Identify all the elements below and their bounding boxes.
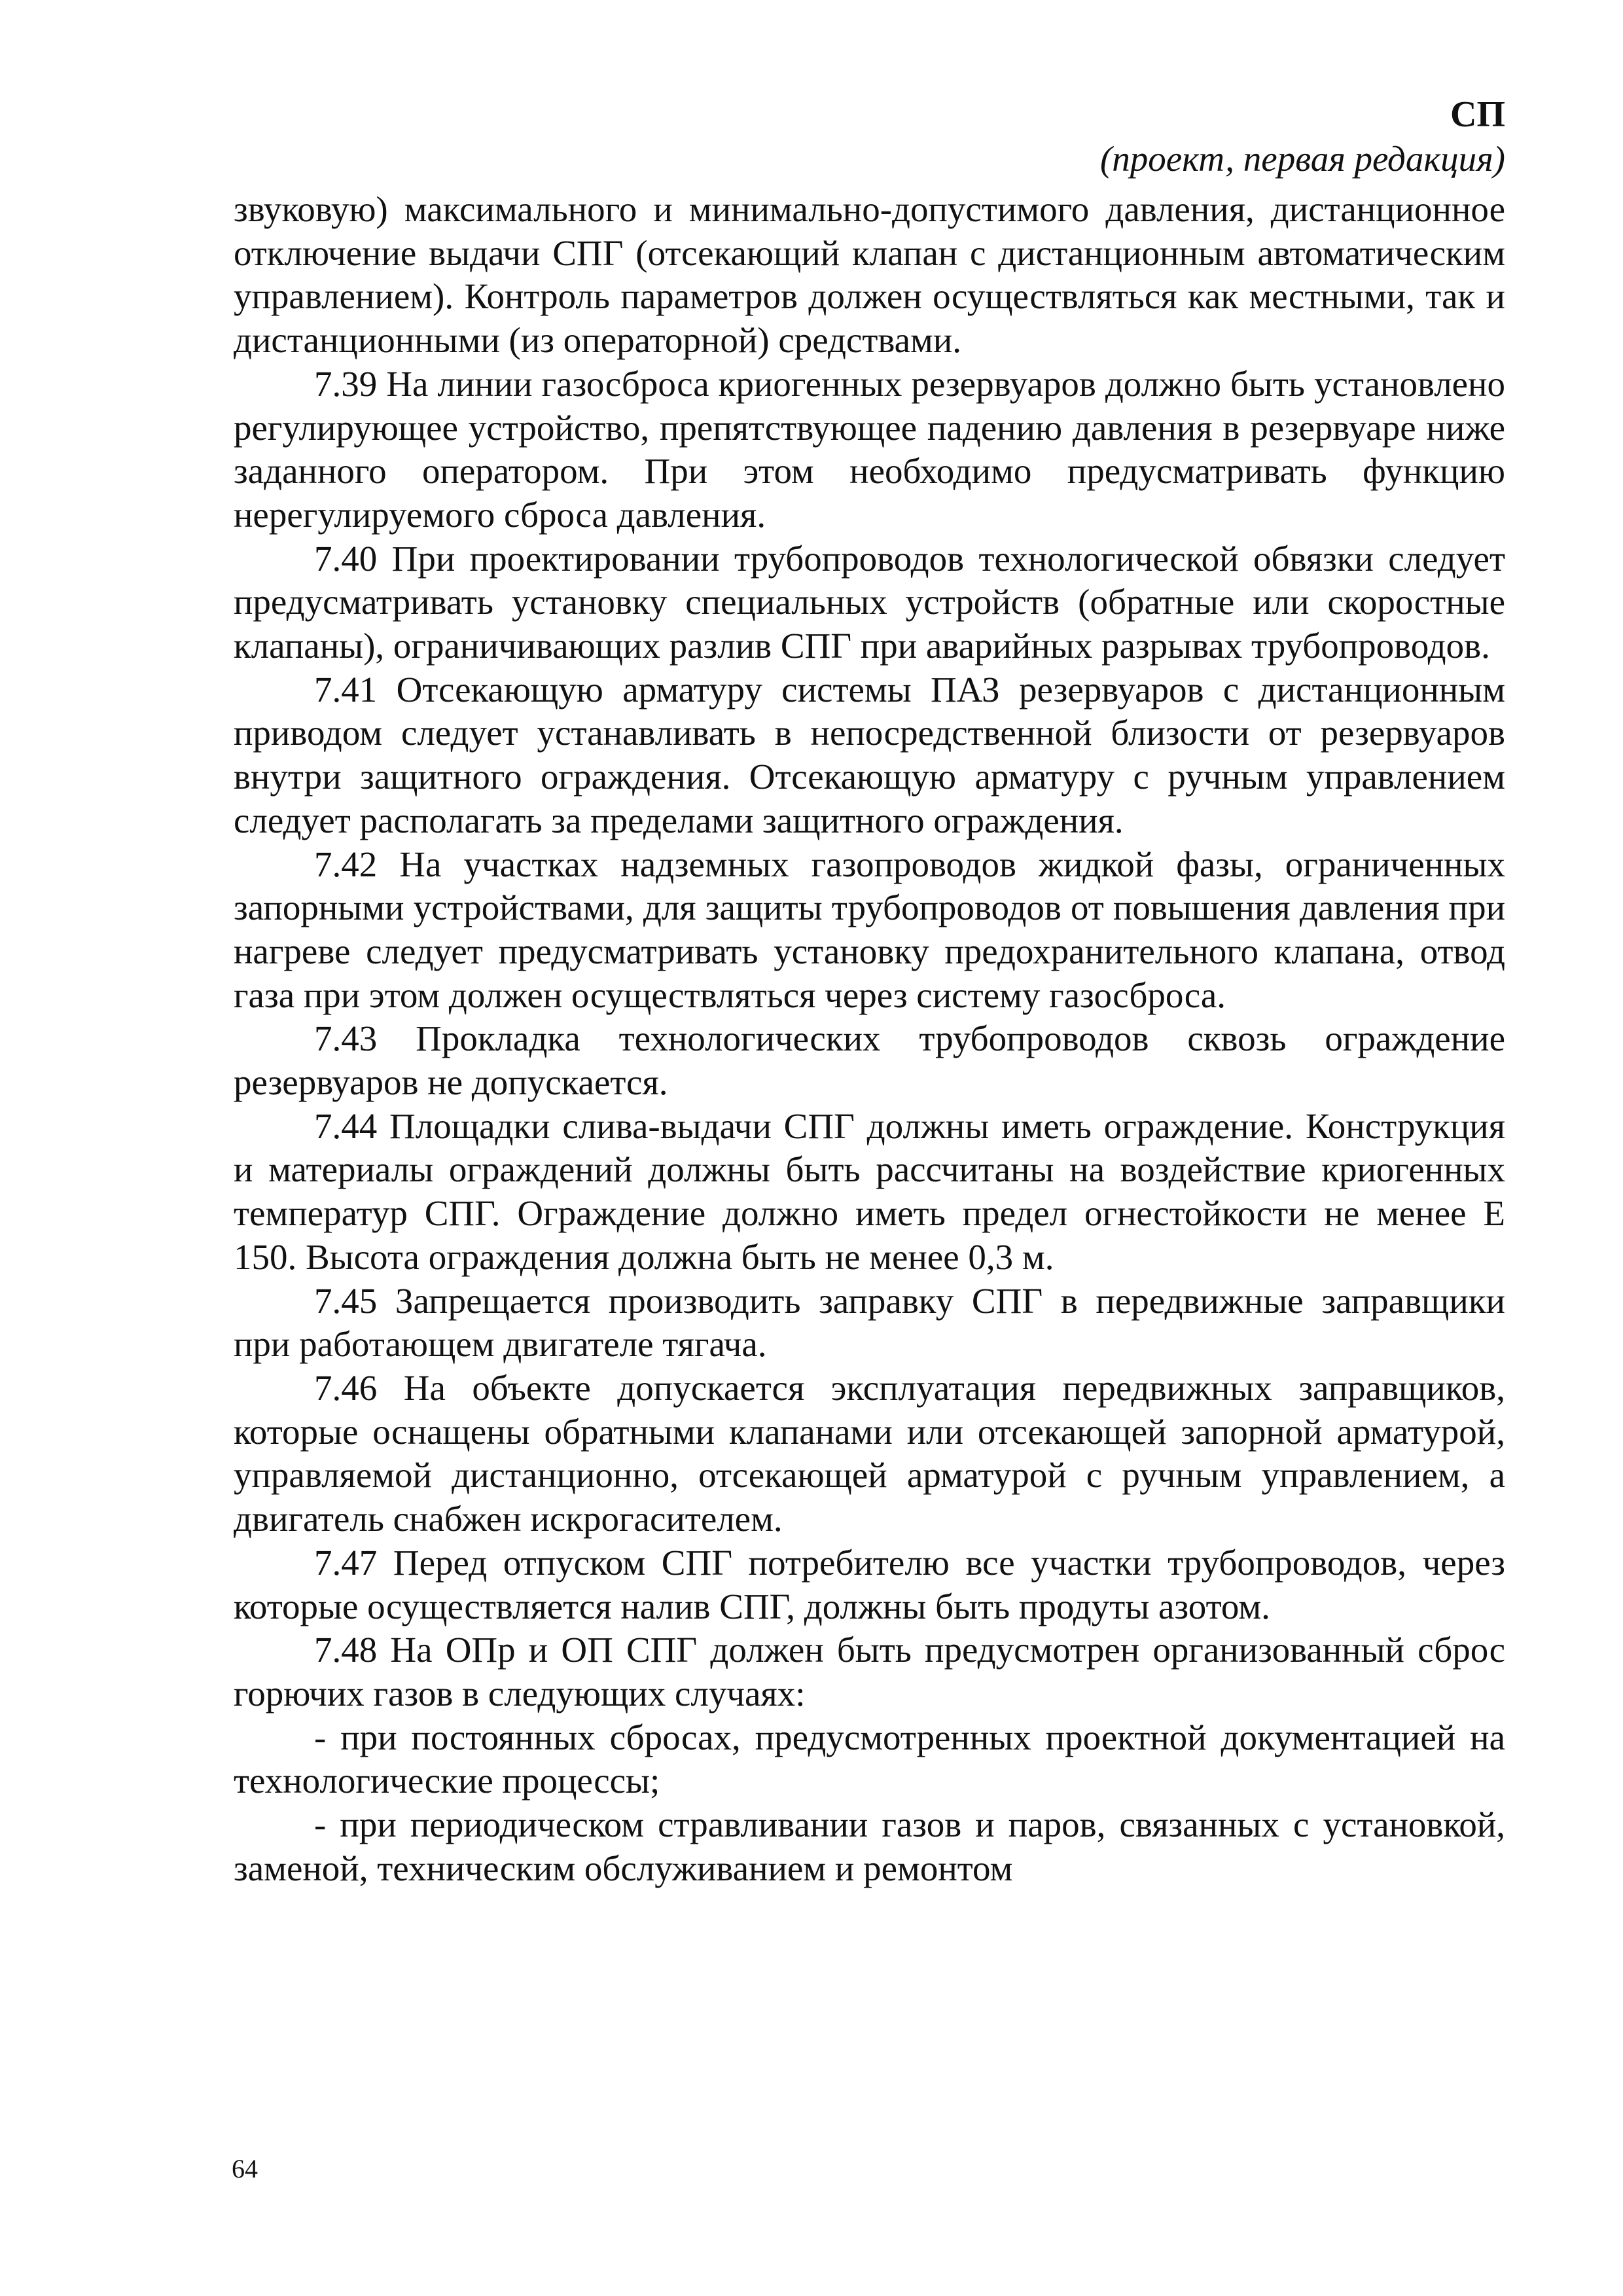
- paragraph-7-45: 7.45 Запрещается производить заправку СПГ в передвижные заправщики при работающем двигателе тягача.: [234, 1280, 1505, 1365]
- document-code: СП: [1450, 94, 1505, 135]
- paragraph-7-42: 7.42 На участках надземных газопроводов жидкой фазы, ограниченных запорными устройствами, для защиты трубопроводов от повышения давления при нагреве следует предусматривать установку предохранительного клапана, отвод газа при этом должен осуществляться через систему газосброса.: [234, 844, 1505, 1015]
- list-item-periodic-venting: - при периодическом стравливании газов и паров, связанных с установкой, заменой, техническим обслуживанием и ремонтом: [234, 1804, 1505, 1888]
- document-body: [234, 188, 1505, 1890]
- paragraph-7-43: 7.43 Прокладка технологических трубопроводов сквозь ограждение резервуаров не допускается.: [234, 1018, 1505, 1103]
- page-header: [1100, 92, 1505, 181]
- paragraph-7-41: 7.41 Отсекающую арматуру системы ПАЗ резервуаров с дистанционным приводом следует устанавливать в непосредственной близости от резервуаров внутри защитного ограждения. Отсекающую арматуру с ручным управлением следует располагать за пределами защитного ограждения.: [234, 669, 1505, 840]
- paragraph-7-46: 7.46 На объекте допускается эксплуатация передвижных заправщиков, которые оснащены обратными клапанами или отсекающей запорной арматурой, управляемой дистанционно, отсекающей арматурой с ручным управлением, а двигатель снабжен искрогасителем.: [234, 1367, 1505, 1539]
- document-edition-note: (проект, первая редакция): [1099, 139, 1505, 179]
- list-item-constant-releases: - при постоянных сбросах, предусмотренных проектной документацией на технологические процессы;: [234, 1717, 1505, 1801]
- paragraph-7-39: 7.39 На линии газосброса криогенных резервуаров должно быть установлено регулирующее устройство, препятствующее падению давления в резервуаре ниже заданного оператором. При этом необходимо предусматривать функцию нерегулируемого сброса давления.: [234, 363, 1505, 535]
- paragraph-7-48: 7.48 На ОПр и ОП СПГ должен быть предусмотрен организованный сброс горючих газов в следующих случаях:: [234, 1630, 1505, 1713]
- page-number: 64: [232, 2154, 258, 2183]
- paragraph-7-40: 7.40 При проектировании трубопроводов технологической обвязки следует предусматривать установку специальных устройств (обратные или скоростные клапаны), ограничивающих разлив СПГ при аварийных разрывах трубопроводов.: [234, 538, 1505, 666]
- paragraph-7-44: 7.44 Площадки слива-выдачи СПГ должны иметь ограждение. Конструкция и материалы ограждений должны быть рассчитаны на воздействие криогенных температур СПГ. Ограждение должно иметь предел огнестойкости не менее Е 150. Высота ограждения должна быть не менее 0,3 м.: [234, 1105, 1505, 1277]
- paragraph-continuation: звуковую) максимального и минимально-допустимого давления, дистанционное отключение выдачи СПГ (отсекающий клапан с дистанционным автоматическим управлением). Контроль параметров должен осуществляться как местными, так и дистанционными (из операторной) средствами.: [234, 189, 1505, 361]
- paragraph-7-47: 7.47 Перед отпуском СПГ потребителю все участки трубопроводов, через которые осуществляется налив СПГ, должны быть продуты азотом.: [234, 1542, 1505, 1626]
